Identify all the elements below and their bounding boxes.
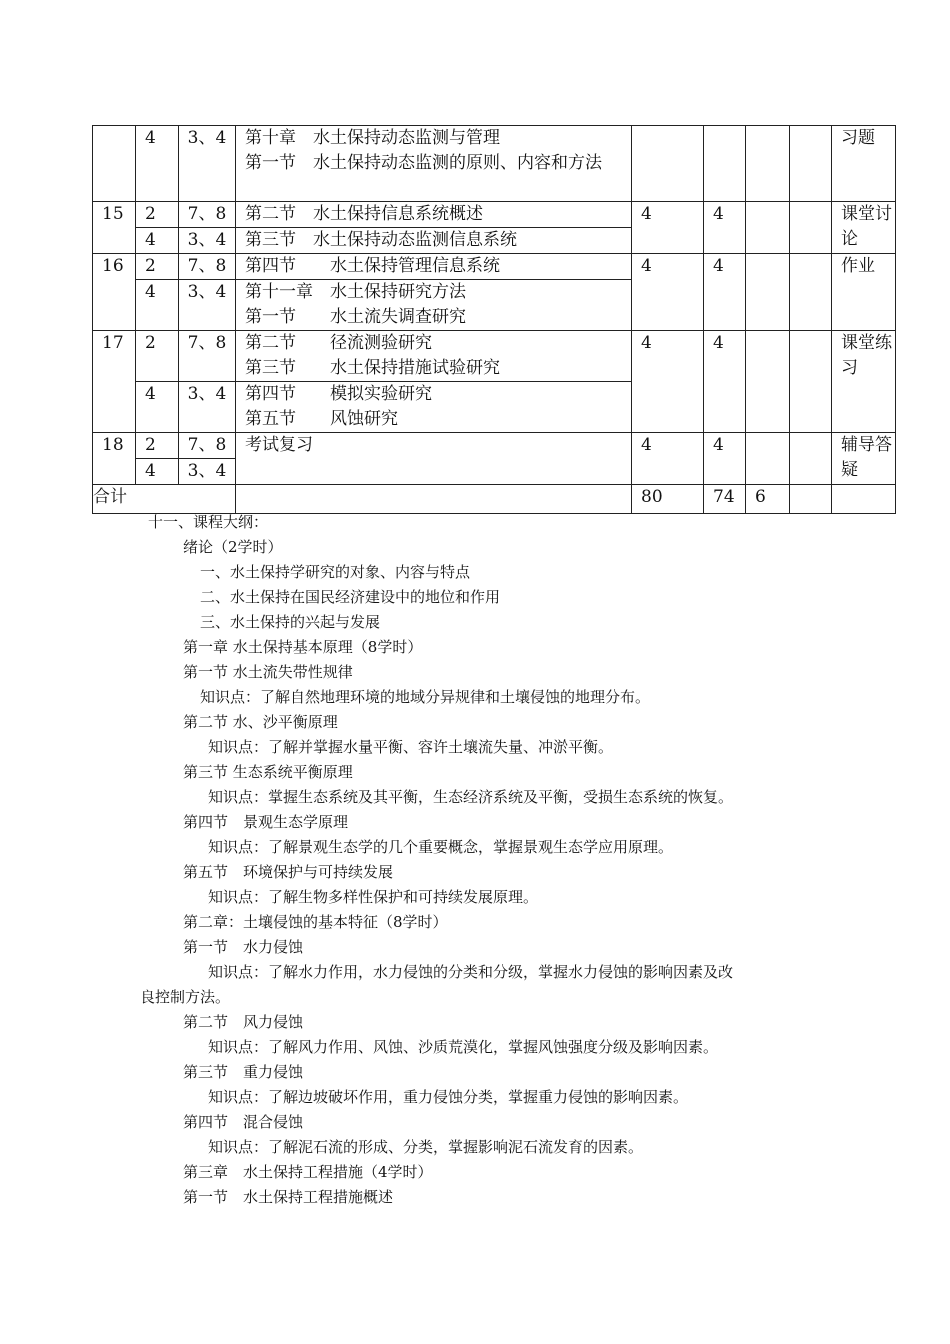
lecture-hours-cell: 4 xyxy=(704,254,746,331)
hours-total-cell: 4 xyxy=(632,202,704,254)
hours-cell: 4 xyxy=(136,228,179,254)
table-row xyxy=(93,254,896,280)
outline-chapter: 第三章 水土保持工程措施（4学时） xyxy=(183,1163,433,1181)
total-row xyxy=(93,485,896,514)
total-lecture-cell: 74 xyxy=(704,485,746,514)
content-line: 第四节 模拟实验研究 xyxy=(245,384,432,404)
outline-knowledge: 知识点：了解景观生态学的几个重要概念，掌握景观生态学应用原理。 xyxy=(208,838,674,856)
content-cell xyxy=(236,254,632,280)
week-cell: 17 xyxy=(93,331,136,433)
week-cell: 16 xyxy=(93,254,136,331)
outline-section: 第四节 混合侵蚀 xyxy=(183,1113,304,1131)
outline-knowledge: 知识点：了解边坡破坏作用，重力侵蚀分类，掌握重力侵蚀的影响因素。 xyxy=(208,1088,689,1106)
hours-total-cell: 4 xyxy=(632,254,704,331)
content-line: 第二节 径流测验研究 xyxy=(245,333,432,353)
lecture-hours-cell xyxy=(704,126,746,202)
content-line: 第十一章 水土保持研究方法 xyxy=(245,282,466,302)
content-line: 考试复习 xyxy=(245,435,313,455)
note-cell: 作业 xyxy=(832,254,896,331)
hours-cell: 4 xyxy=(136,280,179,331)
outline-knowledge: 知识点：了解并掌握水量平衡、容许土壤流失量、冲淤平衡。 xyxy=(208,738,614,756)
schedule-table xyxy=(92,125,896,514)
lab-hours-cell xyxy=(746,254,790,331)
outline-section: 第一节 水力侵蚀 xyxy=(183,938,304,956)
hours-total-cell: 4 xyxy=(632,331,704,433)
outline-heading: 十一、课程大纲： xyxy=(148,513,269,531)
total-label-cell: 合计 xyxy=(93,485,236,514)
outline-chapter: 第二章：土壤侵蚀的基本特征（8学时） xyxy=(183,913,448,931)
content-cell xyxy=(236,126,632,202)
content-cell xyxy=(236,331,632,382)
other-hours-cell xyxy=(790,331,832,433)
hours-cell: 2 xyxy=(136,433,179,459)
outline-knowledge: 知识点：了解泥石流的形成、分类，掌握影响泥石流发育的因素。 xyxy=(208,1138,644,1156)
outline-item: 一、水土保持学研究的对象、内容与特点 xyxy=(200,563,471,581)
total-other-cell xyxy=(790,485,832,514)
outline-section: 第四节 景观生态学原理 xyxy=(183,813,349,831)
hours-cell: 4 xyxy=(136,126,179,202)
periods-cell: 7、8 xyxy=(179,433,236,459)
hours-cell: 2 xyxy=(136,202,179,228)
outline-section: 第二节 水、沙平衡原理 xyxy=(183,713,338,731)
total-lab-cell: 6 xyxy=(746,485,790,514)
hours-cell: 2 xyxy=(136,254,179,280)
content-line: 第三节 水土保持措施试验研究 xyxy=(245,358,500,378)
week-cell xyxy=(93,126,136,202)
outline-knowledge: 知识点：掌握生态系统及其平衡，生态经济系统及平衡，受损生态系统的恢复。 xyxy=(208,788,734,806)
outline-item: 二、水土保持在国民经济建设中的地位和作用 xyxy=(200,588,501,606)
total-hours-cell: 80 xyxy=(632,485,704,514)
table-row xyxy=(93,202,896,228)
outline-section: 第三节 重力侵蚀 xyxy=(183,1063,304,1081)
content-cell xyxy=(236,433,632,485)
lecture-hours-cell: 4 xyxy=(704,331,746,433)
periods-cell: 3、4 xyxy=(179,228,236,254)
lab-hours-cell xyxy=(746,202,790,254)
total-note-cell xyxy=(832,485,896,514)
content-cell xyxy=(236,382,632,433)
hours-total-cell: 4 xyxy=(632,433,704,485)
content-cell xyxy=(236,280,632,331)
outline-item: 三、水土保持的兴起与发展 xyxy=(200,613,381,631)
other-hours-cell xyxy=(790,126,832,202)
outline-intro: 绪论（2学时） xyxy=(183,538,283,556)
outline-knowledge: 知识点：了解水力作用，水力侵蚀的分类和分级，掌握水力侵蚀的影响因素及改 xyxy=(208,963,734,981)
note-cell: 辅导答疑 xyxy=(832,433,896,485)
content-line: 第十章 水土保持动态监测与管理 xyxy=(245,128,500,148)
outline-knowledge: 知识点：了解自然地理环境的地域分异规律和土壤侵蚀的地理分布。 xyxy=(200,688,651,706)
hours-total-cell xyxy=(632,126,704,202)
table-row xyxy=(93,331,896,382)
content-cell xyxy=(236,202,632,228)
periods-cell: 3、4 xyxy=(179,382,236,433)
content-line: 第四节 水土保持管理信息系统 xyxy=(245,256,500,276)
outline-section: 第二节 风力侵蚀 xyxy=(183,1013,304,1031)
hours-cell: 4 xyxy=(136,382,179,433)
total-blank-cell xyxy=(236,485,632,514)
outline-knowledge-cont: 良控制方法。 xyxy=(140,988,231,1006)
content-line: 第一节 水土保持动态监测的原则、内容和方法 xyxy=(245,153,602,173)
other-hours-cell xyxy=(790,202,832,254)
note-cell: 课堂讨论 xyxy=(832,202,896,254)
periods-cell: 7、8 xyxy=(179,202,236,228)
lab-hours-cell xyxy=(746,433,790,485)
week-cell: 18 xyxy=(93,433,136,485)
outline-knowledge: 知识点：了解生物多样性保护和可持续发展原理。 xyxy=(208,888,539,906)
lecture-hours-cell: 4 xyxy=(704,202,746,254)
outline-section: 第五节 环境保护与可持续发展 xyxy=(183,863,394,881)
content-line: 第二节 水土保持信息系统概述 xyxy=(245,204,483,224)
content-line: 第五节 风蚀研究 xyxy=(245,409,398,429)
other-hours-cell xyxy=(790,254,832,331)
note-cell: 课堂练习 xyxy=(832,331,896,433)
outline-knowledge: 知识点：了解风力作用、风蚀、沙质荒漠化，掌握风蚀强度分级及影响因素。 xyxy=(208,1038,719,1056)
content-line: 第三节 水土保持动态监测信息系统 xyxy=(245,230,517,250)
outline-section: 第一节 水土流失带性规律 xyxy=(183,663,353,681)
content-cell xyxy=(236,228,632,254)
note-cell: 习题 xyxy=(832,126,896,202)
other-hours-cell xyxy=(790,433,832,485)
periods-cell: 3、4 xyxy=(179,280,236,331)
lecture-hours-cell: 4 xyxy=(704,433,746,485)
table-row xyxy=(93,433,896,459)
week-cell: 15 xyxy=(93,202,136,254)
hours-cell: 4 xyxy=(136,459,179,485)
lab-hours-cell xyxy=(746,331,790,433)
periods-cell: 7、8 xyxy=(179,254,236,280)
table-row xyxy=(93,126,896,202)
content-line: 第一节 水土流失调查研究 xyxy=(245,307,466,327)
outline-chapter: 第一章 水土保持基本原理（8学时） xyxy=(183,638,423,656)
outline-section: 第三节 生态系统平衡原理 xyxy=(183,763,353,781)
lab-hours-cell xyxy=(746,126,790,202)
periods-cell: 7、8 xyxy=(179,331,236,382)
outline-section: 第一节 水土保持工程措施概述 xyxy=(183,1188,394,1206)
hours-cell: 2 xyxy=(136,331,179,382)
periods-cell: 3、4 xyxy=(179,126,236,202)
periods-cell: 3、4 xyxy=(179,459,236,485)
